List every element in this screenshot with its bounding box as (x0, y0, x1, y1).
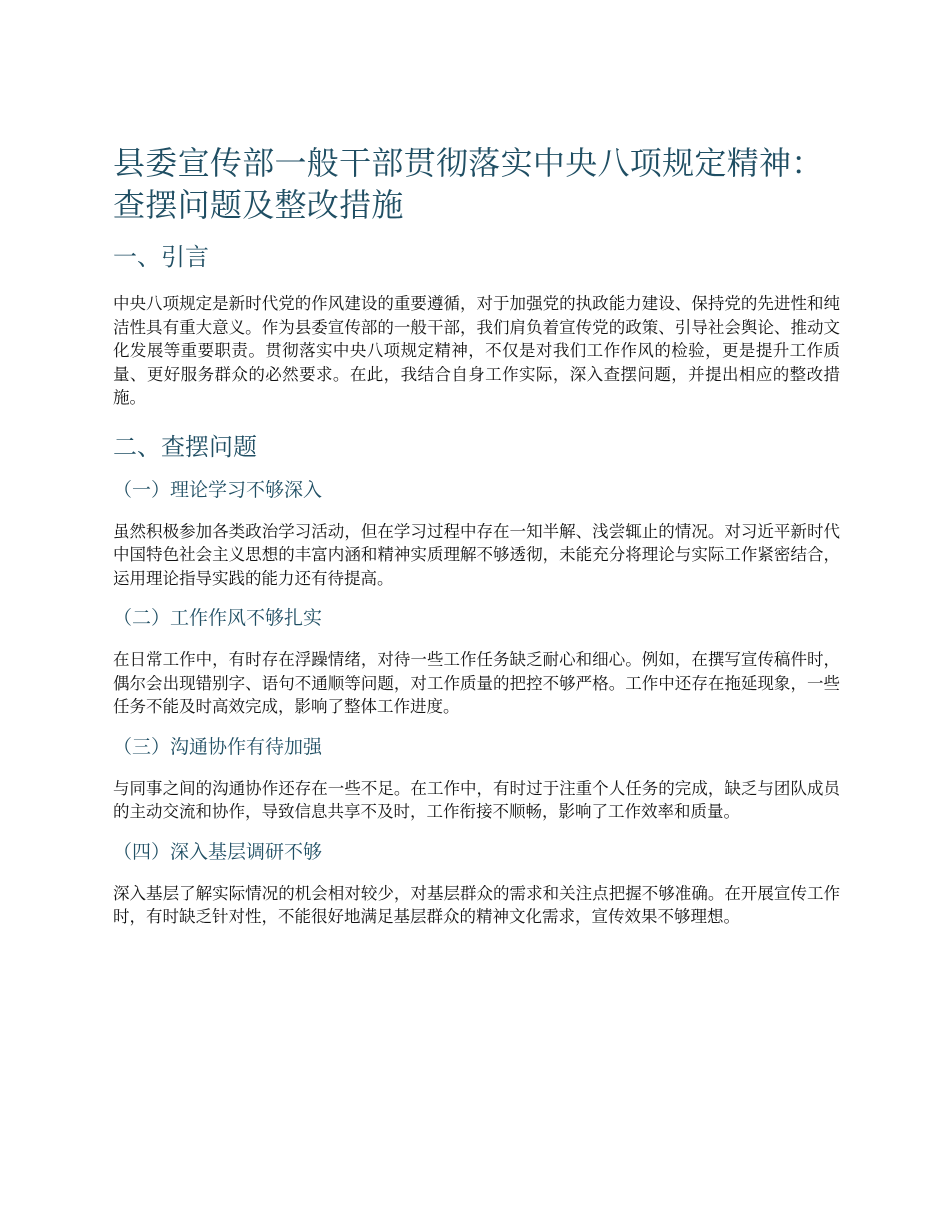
section-heading-problems: 二、查摆问题 (113, 432, 257, 461)
subsection-heading-grassroots-research: （四）深入基层调研不够 (113, 840, 323, 863)
introduction-paragraph: 中央八项规定是新时代党的作风建设的重要遵循，对于加强党的执政能力建设、保持党的先进性和纯洁性具有重大意义。作为县委宣传部的一般干部，我们肩负着宣传党的政策、引导社会舆论、推动文化发展等重要职责。贯彻落实中央八项规定精神，不仅是对我们工作作风的检验，更是提升工作质量、更好服务群众的必然要求。在此，我结合自身工作实际，深入查摆问题，并提出相应的整改措施。 (113, 294, 840, 407)
subsection-heading-communication: （三）沟通协作有待加强 (113, 735, 323, 758)
subsection-heading-theory-study: （一）理论学习不够深入 (113, 478, 323, 501)
theory-study-paragraph: 虽然积极参加各类政治学习活动，但在学习过程中存在一知半解、浅尝辄止的情况。对习近平新时代中国特色社会主义思想的丰富内涵和精神实质理解不够透彻，未能充分将理论与实际工作紧密结合，运用理论指导实践的能力还有待提高。 (113, 521, 840, 588)
section-heading-introduction: 一、引言 (113, 243, 209, 271)
communication-paragraph: 与同事之间的沟通协作还存在一些不足。在工作中，有时过于注重个人任务的完成，缺乏与团队成员的主动交流和协作，导致信息共享不及时，工作衔接不顺畅，影响了工作效率和质量。 (113, 778, 840, 821)
subsection-heading-work-style: （二）工作作风不够扎实 (113, 607, 323, 629)
document-page (113, 142, 840, 929)
grassroots-research-paragraph: 深入基层了解实际情况的机会相对较少，对基层群众的需求和关注点把握不够准确。在开展宣传工作时，有时缺乏针对性，不能很好地满足基层群众的精神文化需求，宣传效果不够理想。 (113, 883, 840, 926)
document-title: 县委宣传部一般干部贯彻落实中央八项规定精神：查摆问题及整改措施 (113, 144, 824, 224)
work-style-paragraph: 在日常工作中，有时存在浮躁情绪，对待一些工作任务缺乏耐心和细心。例如，在撰写宣传稿件时，偶尔会出现错别字、语句不通顺等问题，对工作质量的把控不够严格。工作中还存在拖延现象，一些任务不能及时高效完成，影响了整体工作进度。 (113, 650, 840, 716)
